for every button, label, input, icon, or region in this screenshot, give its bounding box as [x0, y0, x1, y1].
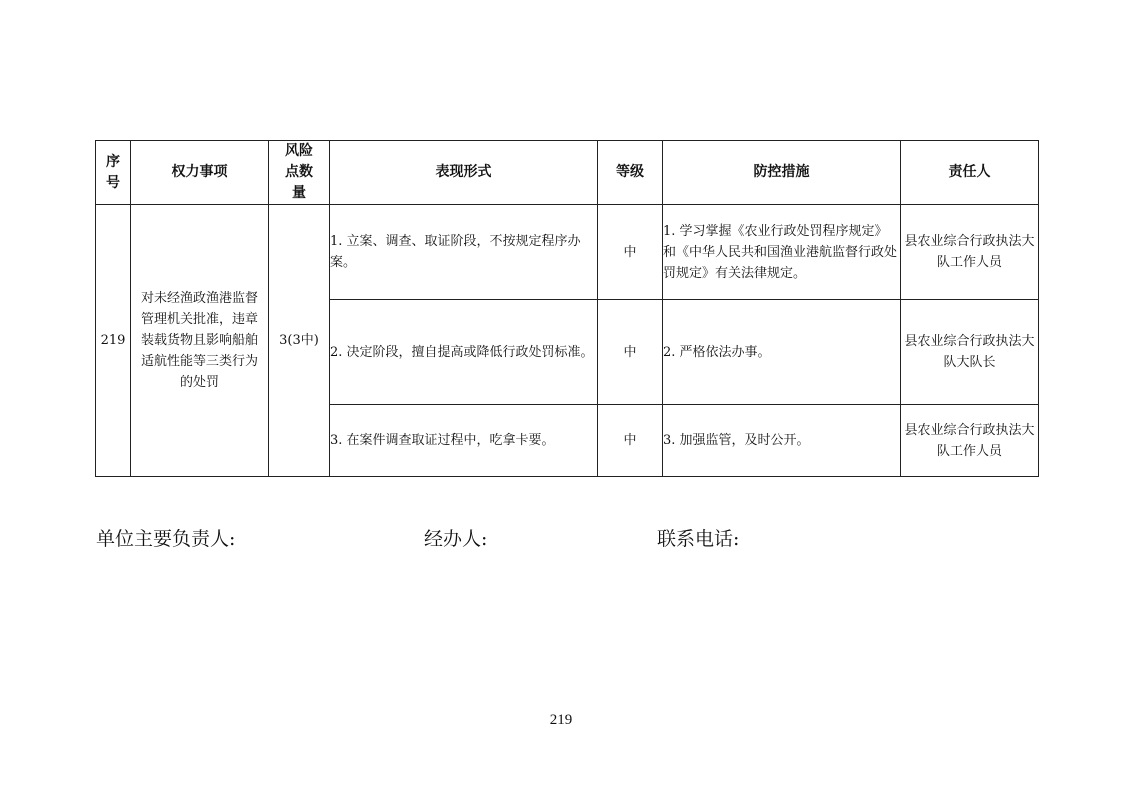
cell-form: 3. 在案件调查取证过程中，吃拿卡要。 — [330, 405, 598, 477]
cell-form: 1. 立案、调查、取证阶段，不按规定程序办案。 — [330, 205, 598, 300]
cell-level: 中 — [598, 300, 663, 405]
cell-form: 2. 决定阶段，擅自提高或降低行政处罚标准。 — [330, 300, 598, 405]
cell-measure: 2. 严格依法办事。 — [663, 300, 901, 405]
header-form: 表现形式 — [330, 141, 598, 205]
unit-head-label: 单位主要负责人: — [96, 528, 236, 550]
phone-label: 联系电话: — [657, 528, 740, 550]
cell-measure: 1. 学习掌握《农业行政处罚程序规定》和《中华人民共和国渔业港航监督行政处罚规定》有关法律规定。 — [663, 205, 901, 300]
cell-responsible: 县农业综合行政执法大队工作人员 — [901, 405, 1039, 477]
cell-risk-count: 3(3中) — [269, 205, 330, 477]
cell-item — [131, 205, 269, 477]
cell-responsible: 县农业综合行政执法大队大队长 — [901, 300, 1039, 405]
cell-level: 中 — [598, 405, 663, 477]
handler-label: 经办人: — [424, 528, 488, 550]
header-seq: 序号 — [96, 141, 131, 205]
cell-measure: 3. 加强监管，及时公开。 — [663, 405, 901, 477]
header-item: 权力事项 — [131, 141, 269, 205]
item-text: 对未经渔政渔港监督管理机关批准，违章装载货物且影响船舶适航性能等三类行为的处罚 — [141, 291, 259, 390]
cell-seq: 219 — [96, 205, 131, 477]
header-risk-count: 风险点数量 — [269, 141, 330, 205]
table-header-row — [96, 141, 1039, 205]
header-measures: 防控措施 — [663, 141, 901, 205]
table-row — [96, 205, 1039, 300]
header-responsible: 责任人 — [901, 141, 1039, 205]
cell-responsible: 县农业综合行政执法大队工作人员 — [901, 205, 1039, 300]
header-level: 等级 — [598, 141, 663, 205]
risk-control-table — [95, 140, 1039, 477]
page-number: 219 — [549, 712, 573, 728]
cell-level: 中 — [598, 205, 663, 300]
